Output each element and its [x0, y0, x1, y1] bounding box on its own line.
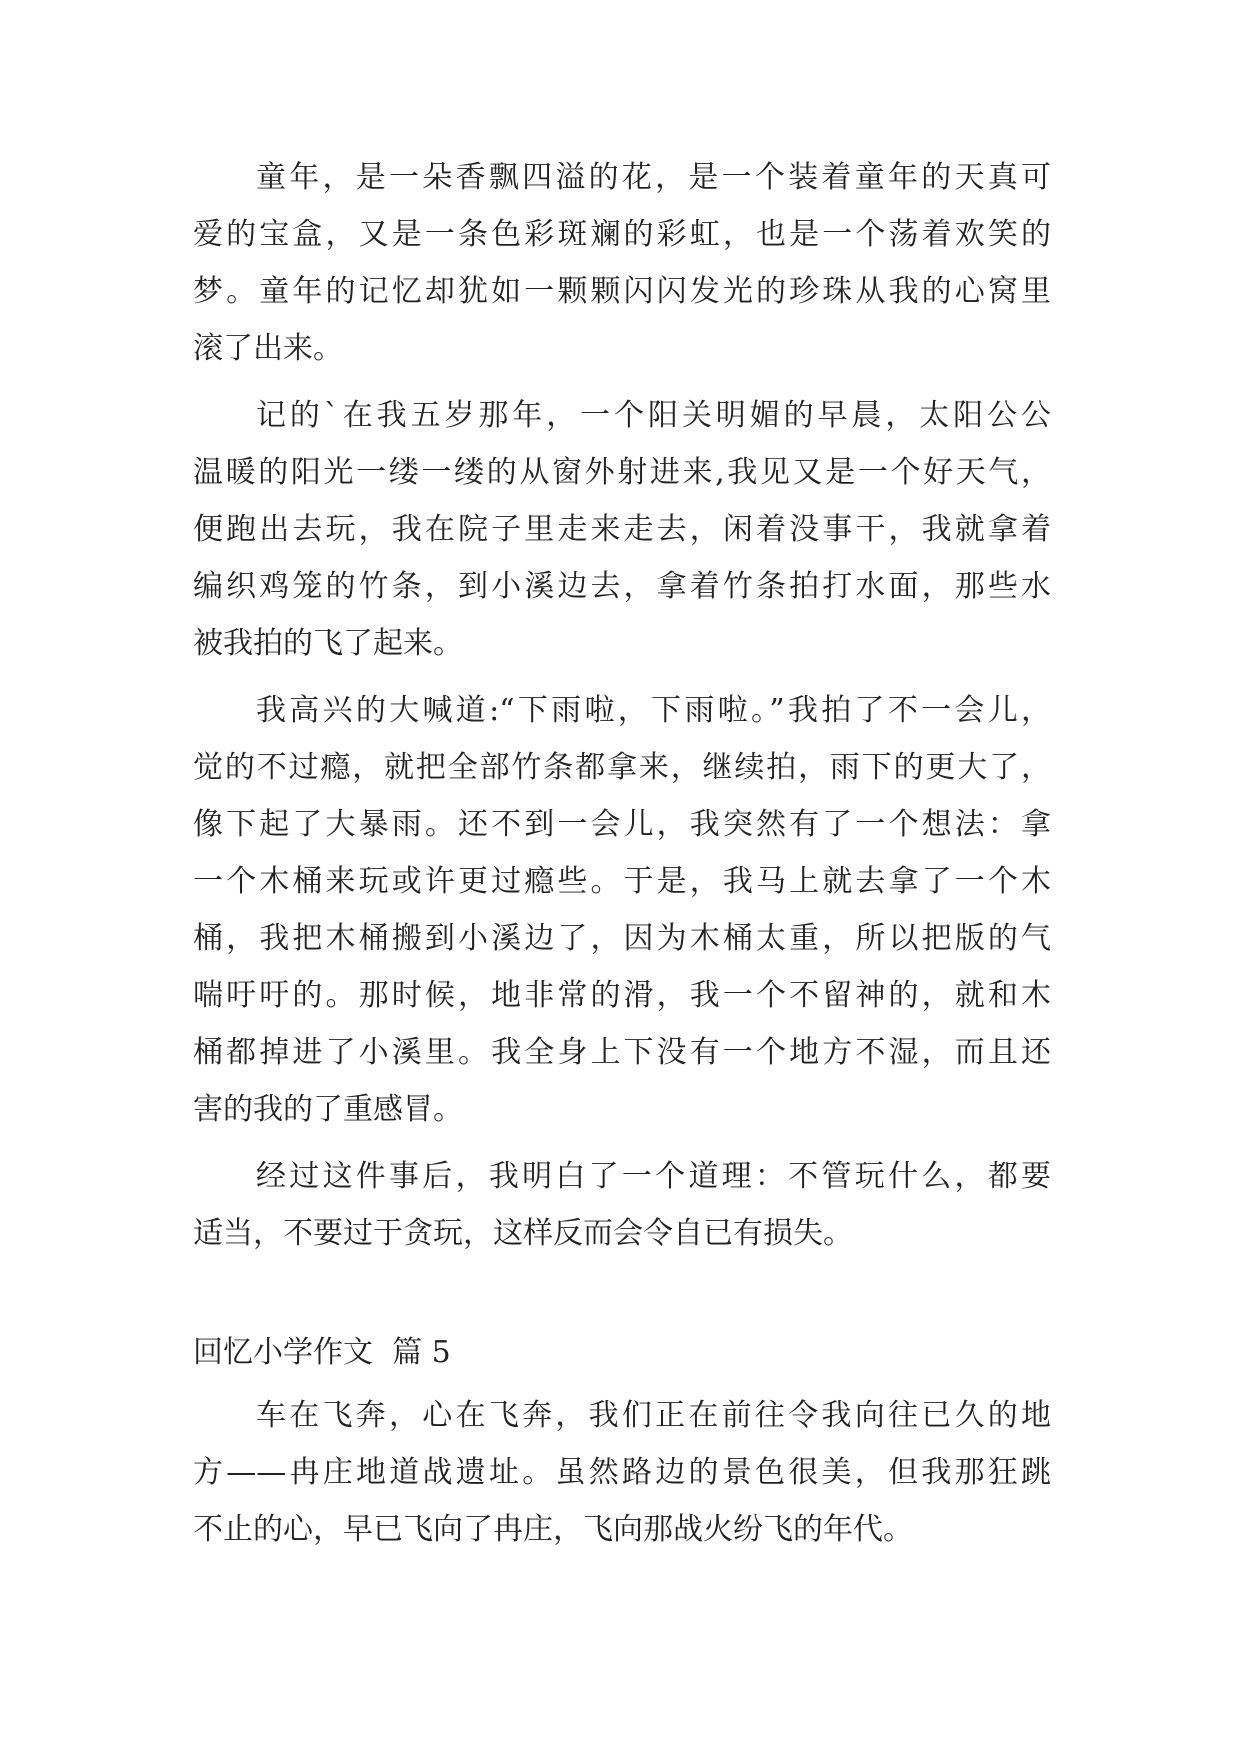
section-paragraph-line-1: 车在飞奔，心在飞奔，我们正在前往令我向往已久的地 [256, 1398, 1051, 1433]
section-paragraph-line-2: 方——冉庄地道战遗址。虽然路边的景色很美，但我那狂跳 [193, 1455, 1051, 1490]
paragraph-3-line-3: 像下起了大暴雨。还不到一会儿，我突然有了一个想法：拿 [193, 807, 1051, 842]
paragraph-2-line-2: 温暖的阳光一缕一缕的从窗外射进来,我见又是一个好天气， [193, 455, 1051, 490]
paragraph-1-line-2: 爱的宝盒，又是一条色彩斑斓的彩虹，也是一个荡着欢笑的 [193, 217, 1051, 252]
paragraph-1-line-1: 童年，是一朵香飘四溢的花，是一个装着童年的天真可 [256, 160, 1051, 195]
paragraph-3-line-7: 桶都掉进了小溪里。我全身上下没有一个地方不湿，而且还 [193, 1035, 1051, 1070]
paragraph-3-line-8: 害的我的了重感冒。 [193, 1092, 463, 1127]
paragraph-3-line-2: 觉的不过瘾，就把全部竹条都拿来，继续拍，雨下的更大了， [193, 750, 1051, 785]
paragraph-2-line-4: 编织鸡笼的竹条，到小溪边去，拿着竹条拍打水面，那些水 [193, 569, 1051, 604]
paragraph-1-line-3: 梦。童年的记忆却犹如一颗颗闪闪发光的珍珠从我的心窝里 [193, 274, 1051, 309]
paragraph-3-line-4: 一个木桶来玩或许更过瘾些。于是，我马上就去拿了一个木 [193, 864, 1051, 899]
paragraph-2-line-1: 记的`在我五岁那年，一个阳关明媚的早晨，太阳公公 [256, 398, 1051, 433]
paragraph-4-line-1: 经过这件事后，我明白了一个道理：不管玩什么，都要 [256, 1159, 1051, 1194]
section-heading: 回忆小学作文 篇 5 [193, 1335, 451, 1370]
paragraph-2-line-5: 被我拍的飞了起来。 [193, 626, 463, 661]
paragraph-3-line-1: 我高兴的大喊道:“下雨啦，下雨啦。”我拍了不一会儿， [256, 693, 1051, 728]
paragraph-2-line-3: 便跑出去玩，我在院子里走来走去，闲着没事干，我就拿着 [193, 512, 1051, 547]
paragraph-3-line-6: 喘吁吁的。那时候，地非常的滑，我一个不留神的，就和木 [193, 978, 1051, 1013]
section-paragraph-line-3: 不止的心，早已飞向了冉庄，飞向那战火纷飞的年代。 [193, 1512, 913, 1547]
paragraph-4-line-2: 适当，不要过于贪玩，这样反而会令自已有损失。 [193, 1216, 853, 1251]
paragraph-3-line-5: 桶，我把木桶搬到小溪边了，因为木桶太重，所以把版的气 [193, 921, 1051, 956]
paragraph-1-line-4: 滚了出来。 [193, 331, 343, 366]
